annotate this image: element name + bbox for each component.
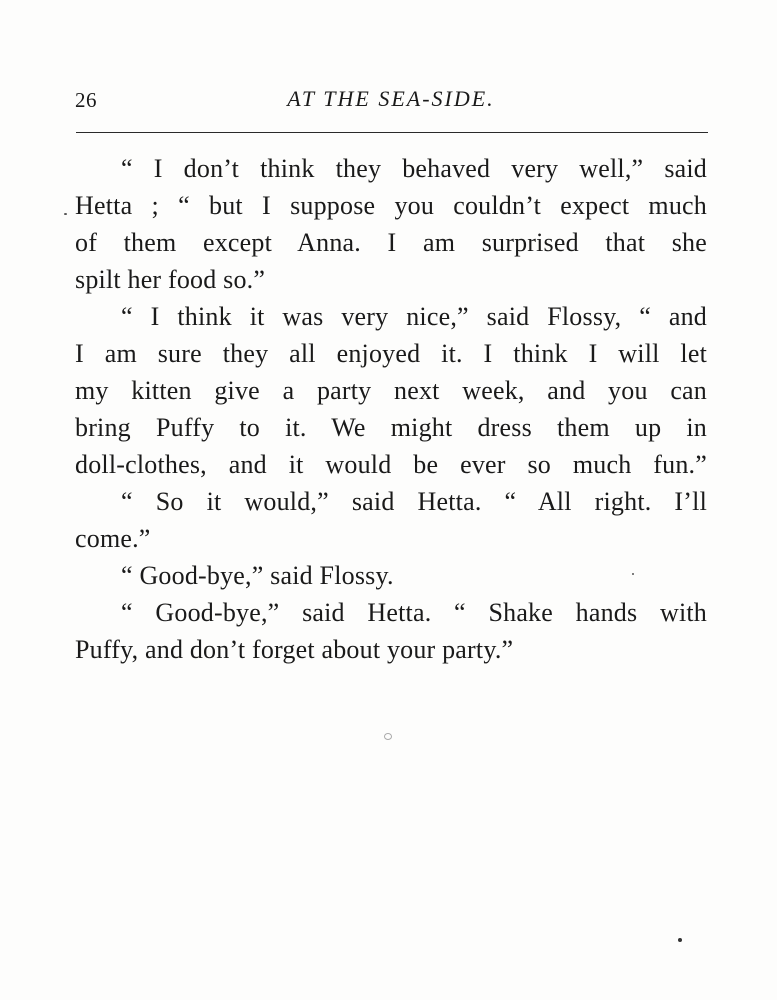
text-line: I am sure they all enjoyed it. I think I will let — [75, 339, 707, 368]
header-rule — [76, 132, 708, 133]
text-line: “ Good-bye,” said Flossy. — [121, 561, 394, 590]
page-number: 26 — [75, 88, 97, 112]
running-title: AT THE SEA-SIDE. — [287, 86, 495, 111]
print-speck — [632, 573, 634, 575]
body-text — [75, 150, 707, 668]
text-line: Puffy, and don’t forget about your party.” — [75, 635, 514, 664]
text-line: spilt her food so.” — [75, 265, 266, 294]
print-speck — [678, 938, 682, 942]
text-line: doll-clothes, and it would be ever so much fun.” — [75, 450, 707, 479]
text-line: “ Good-bye,” said Hetta. “ Shake hands with — [121, 598, 707, 627]
text-line: “ I think it was very nice,” said Flossy, “ and — [121, 302, 707, 331]
running-head — [75, 84, 707, 120]
text-line: my kitten give a party next week, and you can — [75, 376, 707, 405]
text-line: of them except Anna. I am surprised that she — [75, 228, 707, 257]
print-speck — [64, 213, 67, 215]
text-line: come.” — [75, 524, 151, 553]
text-line: Hetta ; “ but I suppose you couldn’t expect much — [75, 191, 707, 220]
text-line: “ I don’t think they behaved very well,” said — [121, 154, 707, 183]
text-line: bring Puffy to it. We might dress them up in — [75, 413, 707, 442]
print-speck — [384, 733, 392, 740]
text-line: “ So it would,” said Hetta. “ All right. I’ll — [121, 487, 707, 516]
